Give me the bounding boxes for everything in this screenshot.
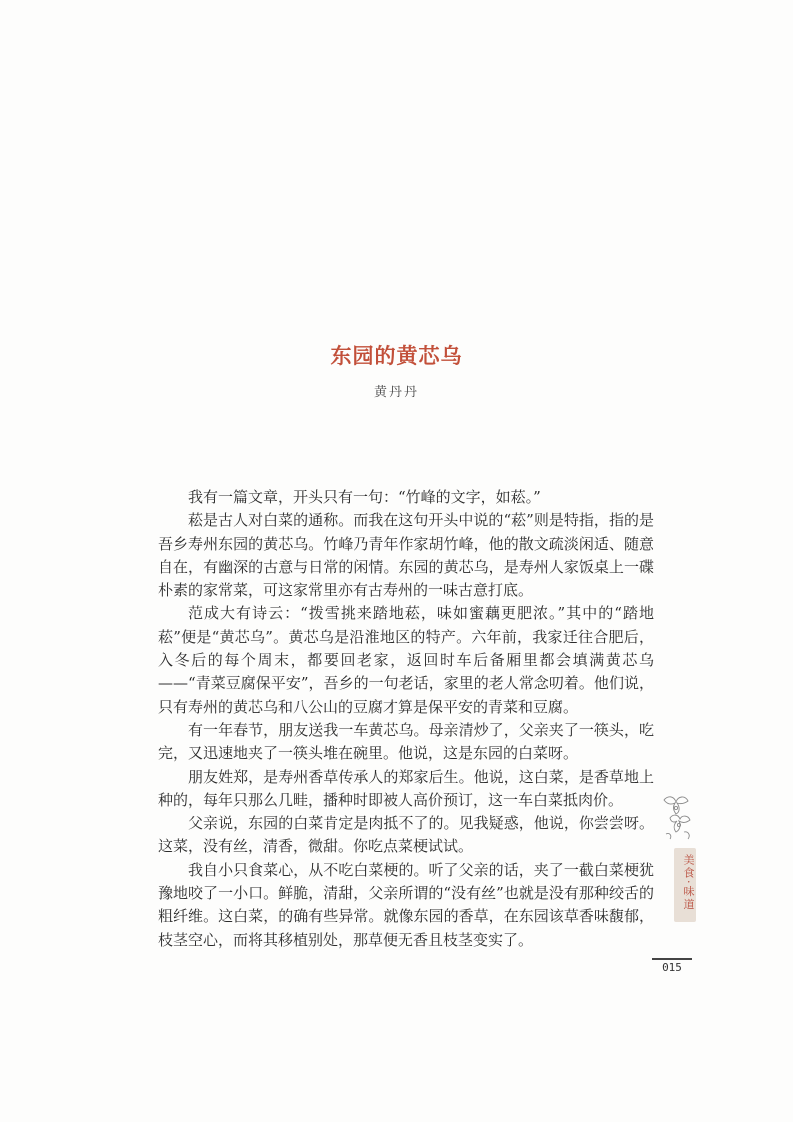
paragraph: 我自小只食菜心，从不吃白菜梗的。听了父亲的话，夹了一截白菜梗犹豫地咬了一小口。鲜脆，清甜，父亲所谓的“没有丝”也就是没有那种绞舌的粗纤维。这白菜，的确有些异常。就像东园的香草，在东园该草香味馥郁，枝茎空心，而将其移植别处，那草便无香且枝茎变实了。 bbox=[158, 860, 654, 949]
paragraph: 父亲说，东园的白菜肯定是肉抵不了的。见我疑惑，他说，你尝尝呀。这菜，没有丝，清香，微甜。你吃点菜梗试试。 bbox=[158, 814, 654, 856]
article-title: 东园的黄芯乌 bbox=[330, 343, 463, 368]
paragraph: 菘是古人对白菜的通称。而我在这句开头中说的“菘”则是特指，指的是吾乡寿州东园的黄芯乌。竹峰乃青年作家胡竹峰，他的散文疏淡闲适、随意自在，有幽深的古意与日常的闲情。东园的黄芯乌，是寿州人家饭桌上一碟朴素的家常菜，可这家常里亦有古寿州的一味古意打底。 bbox=[158, 511, 654, 600]
section-ribbon bbox=[674, 848, 696, 922]
paragraph: 我有一篇文章，开头只有一句：“竹峰的文字，如菘。” bbox=[188, 488, 541, 506]
page-number: 015 bbox=[652, 958, 692, 976]
article-body bbox=[158, 486, 654, 952]
article-author: 黄丹丹 bbox=[373, 385, 419, 400]
floral-ornament-icon bbox=[658, 792, 696, 842]
section-label: 美食·味道 bbox=[682, 854, 695, 912]
paragraph: 朋友姓郑，是寿州香草传承人的郑家后生。他说，这白菜，是香草地上种的，每年只那么几畦，播种时即被人高价预订，这一车白菜抵肉价。 bbox=[158, 767, 654, 809]
paragraph: 范成大有诗云：“拨雪挑来踏地菘，味如蜜藕更肥浓。”其中的“踏地菘”便是“黄芯乌”。黄芯乌是沿淮地区的特产。六年前，我家迁往合肥后，入冬后的每个周末，都要回老家，返回时车后备厢里都会填满黄芯乌——“青菜豆腐保平安”，吾乡的一句老话，家里的老人常念叨着。他们说，只有寿州的黄芯乌和八公山的豆腐才算是保平安的青菜和豆腐。 bbox=[158, 604, 654, 716]
paragraph: 有一年春节，朋友送我一车黄芯乌。母亲清炒了，父亲夹了一筷头，吃完，又迅速地夹了一筷头堆在碗里。他说，这是东园的白菜呀。 bbox=[158, 720, 654, 763]
